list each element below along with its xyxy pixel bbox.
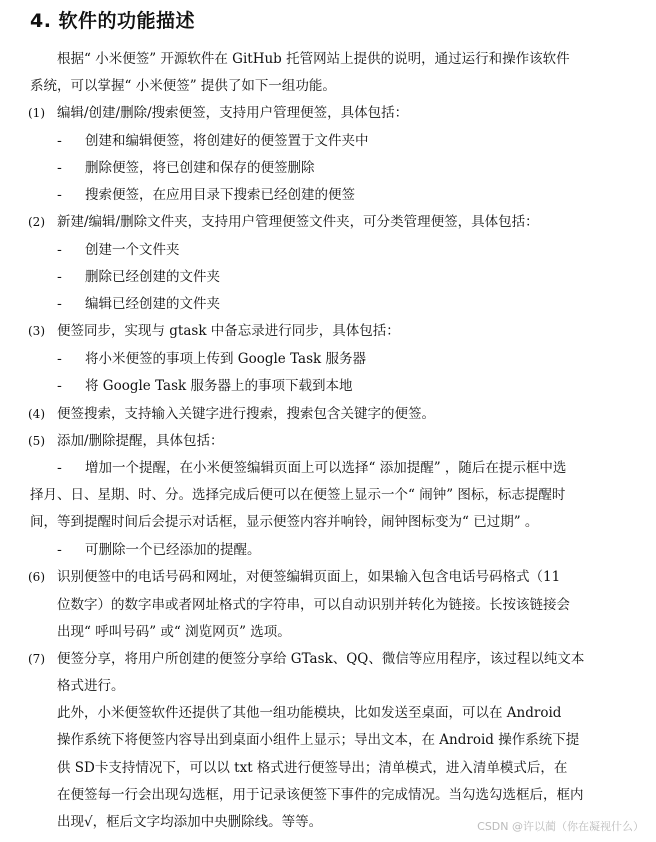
item-number: (6)	[28, 570, 45, 584]
item-text: 便签同步，实现与 gtask 中备忘录进行同步，具体包括：	[57, 323, 400, 339]
bullet-dash: -	[57, 133, 62, 149]
bullet-dash: -	[57, 378, 62, 394]
bullet-paragraph-line: 择月、日、星期、时、分。选择完成后便可以在便签上显示一个“ 闹钟” 图标，标志提醒时	[30, 487, 566, 503]
bullet-paragraph-line: 间，等到提醒时间后会提示对话框，显示便签内容并响铃，闹钟图标变为“ 已过期” 。	[30, 514, 539, 530]
bullet-text: 将 Google Task 服务器上的事项下载到本地	[85, 378, 353, 394]
bullet-text: 删除已经创建的文件夹	[85, 269, 220, 285]
bullet-text: 可删除一个已经添加的提醒。	[85, 542, 261, 558]
bullet-text: 创建一个文件夹	[85, 242, 180, 258]
bullet-text: 删除便签，将已创建和保存的便签删除	[85, 160, 315, 176]
bullet-dash: -	[57, 460, 62, 476]
bullet-dash: -	[57, 242, 62, 258]
item-text: 识别便签中的电话号码和网址，对便签编辑页面上，如果输入包含电话号码格式（11	[57, 569, 561, 585]
bullet-text: 创建和编辑便签，将创建好的便签置于文件夹中	[85, 133, 369, 149]
closing-line: 操作系统下将便签内容导出到桌面小组件上显示；导出文本，在 Android 操作系统下提	[57, 732, 580, 748]
item-number: (5)	[28, 434, 45, 448]
closing-line: 此外，小米便签软件还提供了其他一组功能模块，比如发送至桌面，可以在 Android	[57, 705, 562, 721]
item-text: 便签分享，将用户所创建的便签分享给 GTask、QQ、微信等应用程序，该过程以纯文本	[57, 651, 585, 667]
closing-line: 在便签每一行会出现勾选框，用于记录该便签下事件的完成情况。当勾选勾选框后，框内	[57, 787, 584, 803]
csdn-watermark: CSDN @许以蔺（你在凝视什么）	[477, 820, 644, 833]
bullet-dash: -	[57, 160, 62, 176]
item-number: (3)	[28, 324, 45, 338]
intro-line-1: 根据“ 小米便签” 开源软件在 GitHub 托管网站上提供的说明，通过运行和操作该软件	[57, 51, 570, 67]
bullet-dash: -	[57, 187, 62, 203]
item-text: 位数字）的数字串或者网址格式的字符串，可以自动识别并转化为链接。长按该链接会	[57, 597, 570, 613]
item-text: 便签搜索，支持输入关键字进行搜索，搜索包含关键字的便签。	[57, 406, 435, 422]
item-number: (4)	[28, 407, 45, 421]
item-text: 添加/删除提醒，具体包括：	[57, 433, 224, 449]
item-text: 出现“ 呼叫号码” 或“ 浏览网页” 选项。	[57, 624, 291, 640]
bullet-dash: -	[57, 269, 62, 285]
bullet-paragraph-line: 增加一个提醒，在小米便签编辑页面上可以选择“ 添加提醒” ，随后在提示框中选	[85, 460, 567, 476]
bullet-dash: -	[57, 542, 62, 558]
item-text: 编辑/创建/删除/搜索便签，支持用户管理便签，具体包括：	[57, 105, 409, 121]
item-number: (2)	[28, 215, 45, 229]
bullet-dash: -	[57, 351, 62, 367]
intro-line-2: 系统，可以掌握“ 小米便签” 提供了如下一组功能。	[30, 78, 336, 94]
bullet-text: 编辑已经创建的文件夹	[85, 296, 220, 312]
bullet-dash: -	[57, 296, 62, 312]
closing-line: 供 SD卡支持情况下，可以以 txt 格式进行便签导出；清单模式，进入清单模式后，在	[57, 760, 568, 776]
item-text: 新建/编辑/删除文件夹，支持用户管理便签文件夹，可分类管理便签，具体包括：	[57, 214, 539, 230]
bullet-text: 将小米便签的事项上传到 Google Task 服务器	[85, 351, 366, 367]
bullet-text: 搜索便签，在应用目录下搜索已经创建的便签	[85, 187, 355, 203]
section-title: 4. 软件的功能描述	[30, 10, 196, 32]
item-number: (1)	[28, 106, 45, 120]
item-number: (7)	[28, 652, 45, 666]
item-text: 格式进行。	[57, 678, 125, 694]
closing-line: 出现√，框后文字均添加中央删除线。等等。	[57, 814, 323, 830]
